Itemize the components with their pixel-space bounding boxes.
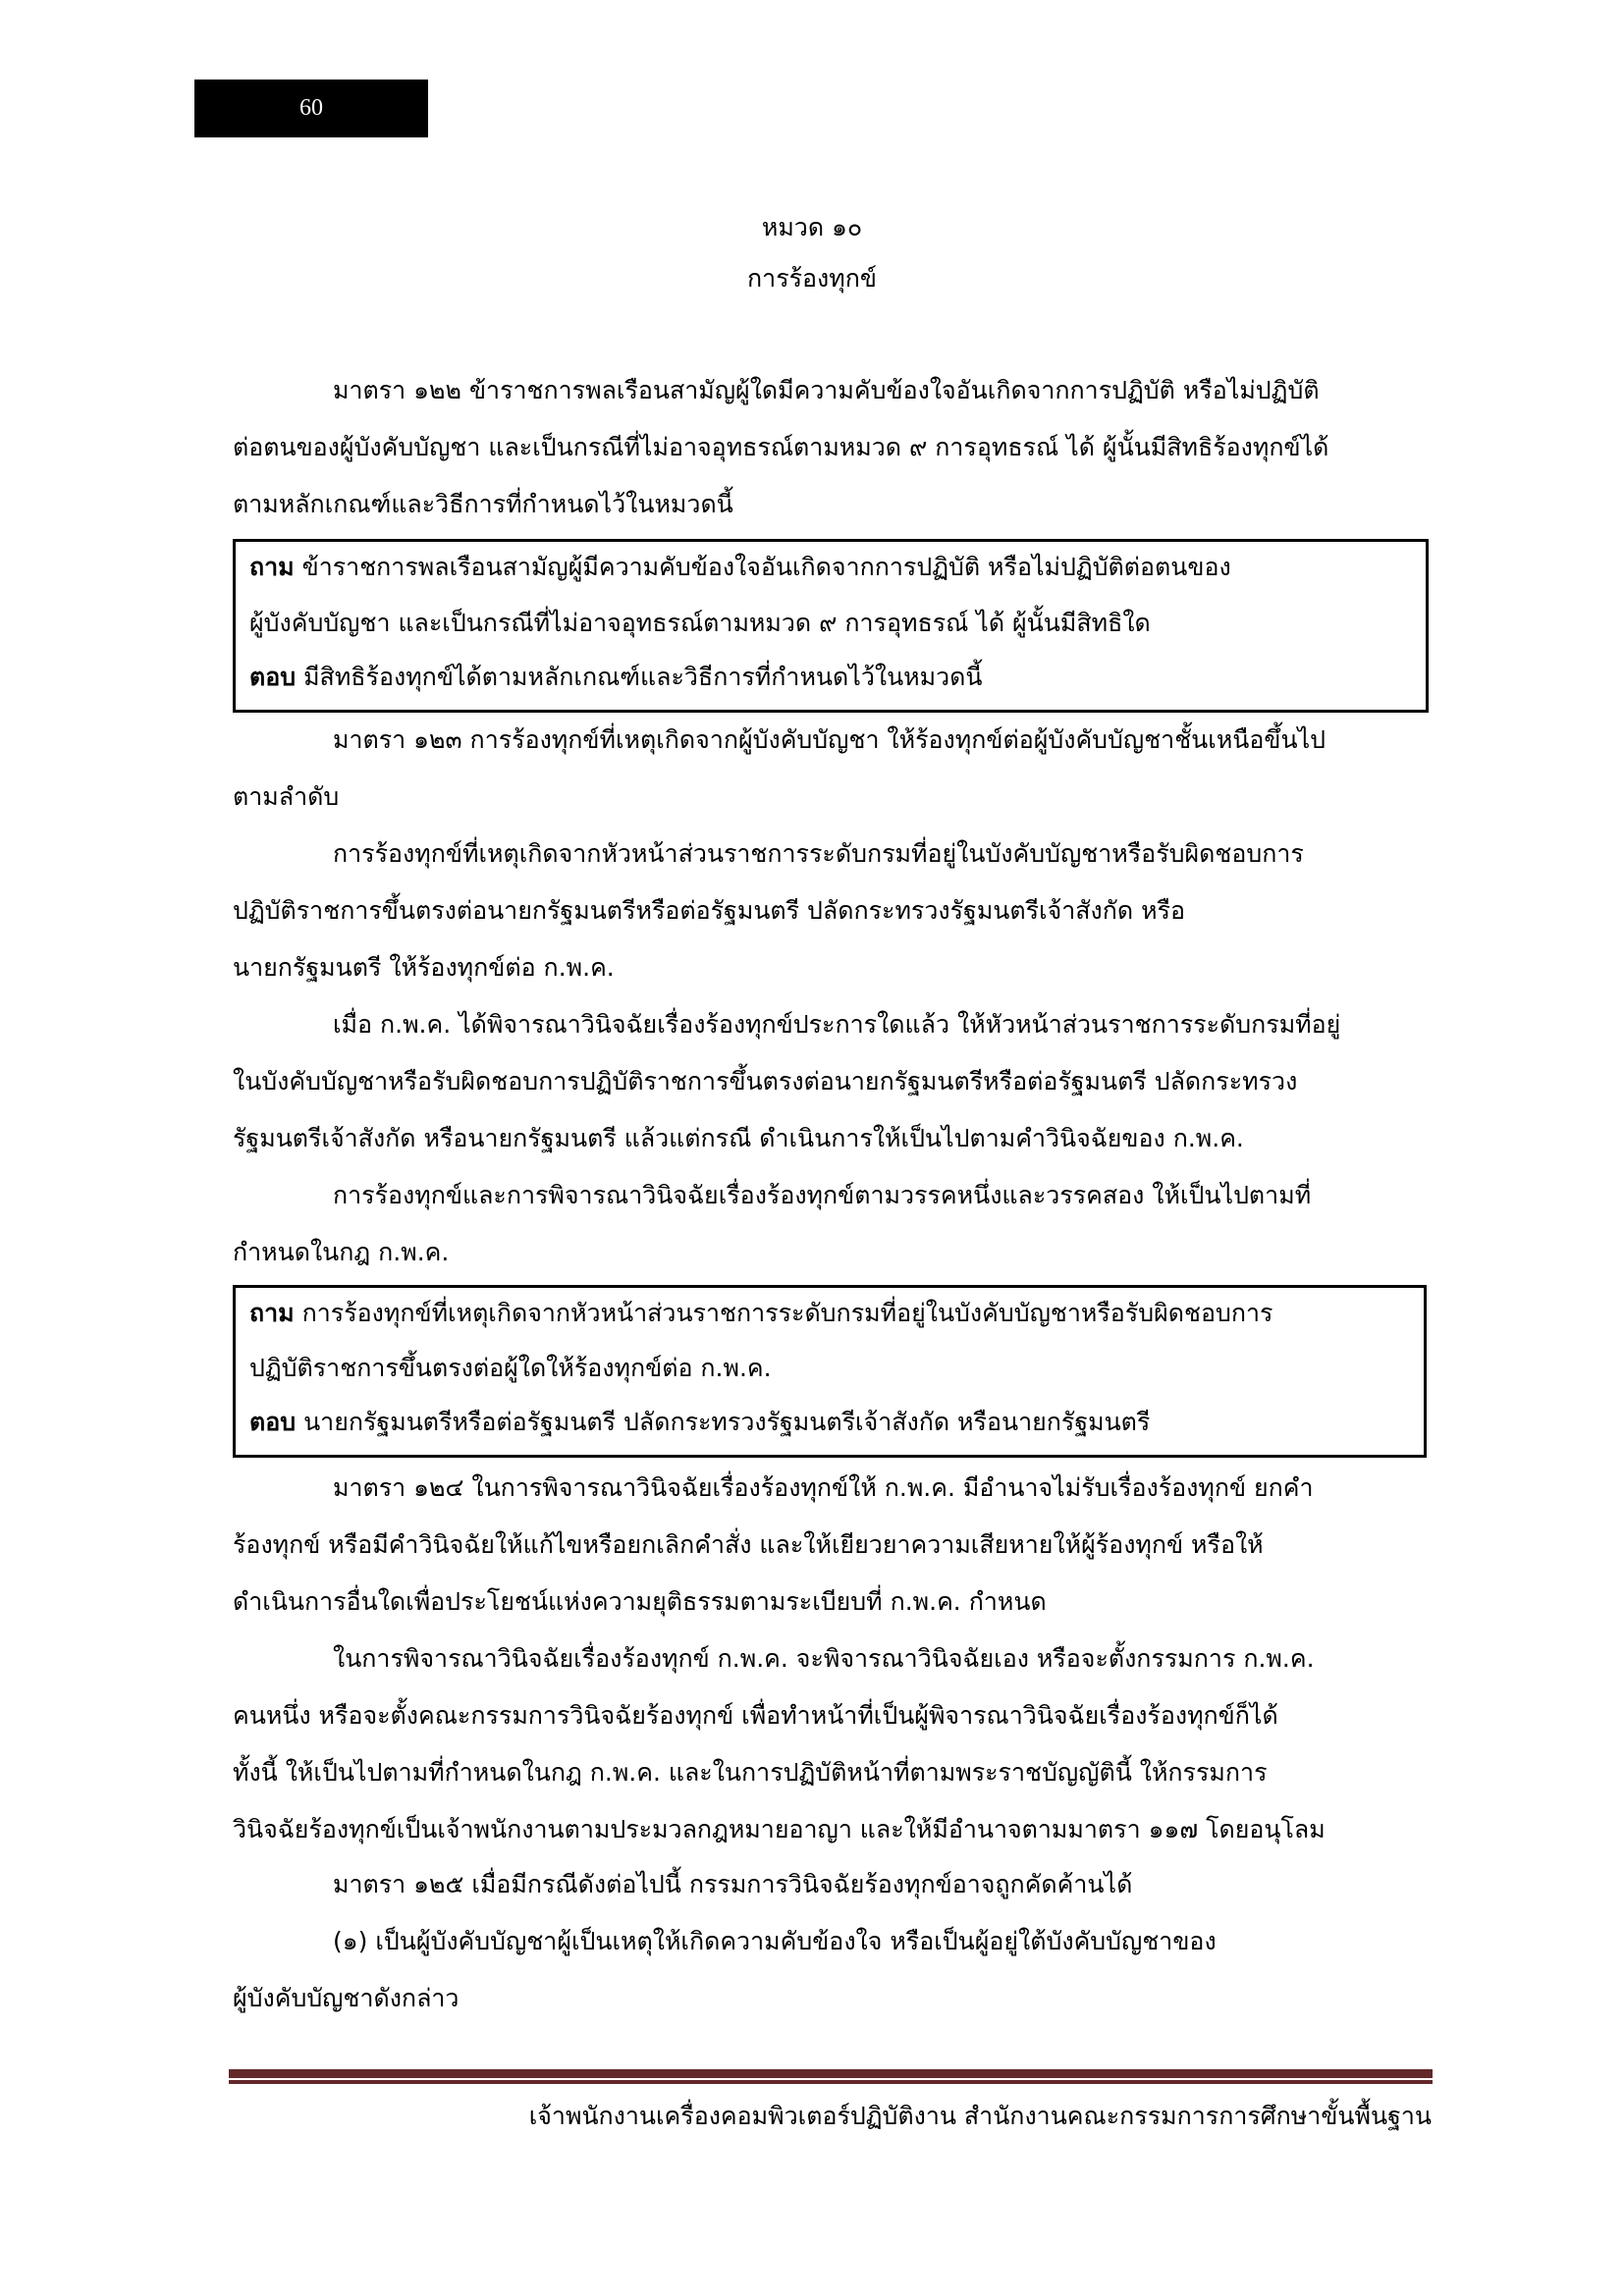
paragraph-line: การร้องทุกข์ที่เหตุเกิดจากหัวหน้าส่วนราชการระดับกรมที่อยู่ในบังคับบัญชาหรือรับผิดชอบการ bbox=[333, 839, 1304, 868]
answer-text: มีสิทธิร้องทุกข์ได้ตามหลักเกณฑ์และวิธีการที่กำหนดไว้ในหมวดนี้ bbox=[303, 663, 983, 691]
answer-label: ตอบ bbox=[249, 663, 297, 691]
chapter-number: หมวด ๑๐ bbox=[761, 213, 863, 241]
paragraph-line: ดำเนินการอื่นใดเพื่อประโยชน์แห่งความยุติธรรมตามระเบียบที่ ก.พ.ค. กำหนด bbox=[233, 1587, 1047, 1616]
paragraph-line: ตามหลักเกณฑ์และวิธีการที่กำหนดไว้ในหมวดนี้ bbox=[233, 490, 733, 518]
footer-divider-thin bbox=[229, 2080, 1433, 2084]
paragraph-line: คนหนึ่ง หรือจะตั้งคณะกรรมการวินิจฉัยร้องทุกข์ เพื่อทำหน้าที่เป็นผู้พิจารณาวินิจฉัยเรื่องร้องทุกข์ก็ได้ bbox=[233, 1701, 1278, 1730]
paragraph-line: ร้องทุกข์ หรือมีคำวินิจฉัยให้แก้ไขหรือยกเลิกคำสั่ง และให้เยียวยาความเสียหายให้ผู้ร้องทุกข์ หรือให้ bbox=[233, 1530, 1264, 1559]
question-text: การร้องทุกข์ที่เหตุเกิดจากหัวหน้าส่วนราชการระดับกรมที่อยู่ในบังคับบัญชาหรือรับผิดชอบการ bbox=[301, 1299, 1273, 1327]
qa-box-2 bbox=[233, 1285, 1427, 1458]
question-label: ถาม bbox=[249, 1299, 295, 1327]
paragraph-line: ในการพิจารณาวินิจฉัยเรื่องร้องทุกข์ ก.พ.ค. จะพิจารณาวินิจฉัยเอง หรือจะตั้งกรรมการ ก.พ.ค. bbox=[333, 1644, 1315, 1673]
paragraph-line: มาตรา ๑๒๓ การร้องทุกข์ที่เหตุเกิดจากผู้บังคับบัญชา ให้ร้องทุกข์ต่อผู้บังคับบัญชาชั้นเหนือขึ้นไป bbox=[333, 725, 1326, 754]
paragraph-line: ในบังคับบัญชาหรือรับผิดชอบการปฏิบัติราชการขึ้นตรงต่อนายกรัฐมนตรีหรือต่อรัฐมนตรี ปลัดกระทรวง bbox=[233, 1067, 1298, 1095]
paragraph-line: ทั้งนี้ ให้เป็นไปตามที่กำหนดในกฎ ก.พ.ค. และในการปฏิบัติหน้าที่ตามพระราชบัญญัตินี้ ให้กรรมการ bbox=[233, 1758, 1268, 1787]
answer-line bbox=[249, 658, 982, 697]
page-number-tab bbox=[194, 80, 428, 137]
paragraph-line: นายกรัฐมนตรี ให้ร้องทุกข์ต่อ ก.พ.ค. bbox=[233, 953, 615, 982]
page-number: 60 bbox=[299, 95, 323, 121]
paragraph-line: ตามลำดับ bbox=[233, 782, 340, 811]
answer-label: ตอบ bbox=[249, 1408, 297, 1436]
question-line bbox=[249, 548, 1231, 587]
paragraph-line: เมื่อ ก.พ.ค. ได้พิจารณาวินิจฉัยเรื่องร้องทุกข์ประการใดแล้ว ให้หัวหน้าส่วนราชการระดับกรมที่อยู่ bbox=[333, 1010, 1341, 1039]
paragraph-line: ต่อตนของผู้บังคับบัญชา และเป็นกรณีที่ไม่อาจอุทธรณ์ตามหมวด ๙ การอุทธรณ์ ได้ ผู้นั้นมีสิทธิร้องทุกข์ได้ bbox=[233, 433, 1329, 461]
paragraph-line: ปฏิบัติราชการขึ้นตรงต่อนายกรัฐมนตรีหรือต่อรัฐมนตรี ปลัดกระทรวงรัฐมนตรีเจ้าสังกัด หรือ bbox=[233, 896, 1185, 925]
question-line: ผู้บังคับบัญชา และเป็นกรณีที่ไม่อาจอุทธรณ์ตามหมวด ๙ การอุทธรณ์ ได้ ผู้นั้นมีสิทธิใด bbox=[249, 609, 1151, 637]
question-text: ข้าราชการพลเรือนสามัญผู้มีความคับข้องใจอันเกิดจากการปฏิบัติ หรือไม่ปฏิบัติต่อตนของ bbox=[301, 553, 1231, 581]
paragraph-line: มาตรา ๑๒๒ ข้าราชการพลเรือนสามัญผู้ใดมีความคับข้องใจอันเกิดจากการปฏิบัติ หรือไม่ปฏิบัติ bbox=[333, 376, 1320, 404]
paragraph-line: การร้องทุกข์และการพิจารณาวินิจฉัยเรื่องร้องทุกข์ตามวรรคหนึ่งและวรรคสอง ให้เป็นไปตามที่ bbox=[333, 1181, 1312, 1209]
answer-text: นายกรัฐมนตรีหรือต่อรัฐมนตรี ปลัดกระทรวงรัฐมนตรีเจ้าสังกัด หรือนายกรัฐมนตรี bbox=[303, 1408, 1151, 1436]
paragraph-line: (๑) เป็นผู้บังคับบัญชาผู้เป็นเหตุให้เกิดความคับข้องใจ หรือเป็นผู้อยู่ใต้บังคับบัญชาของ bbox=[333, 1927, 1217, 1955]
paragraph-line: วินิจฉัยร้องทุกข์เป็นเจ้าพนักงานตามประมวลกฎหมายอาญา และให้มีอำนาจตามมาตรา ๑๑๗ โดยอนุโลม bbox=[233, 1815, 1326, 1843]
paragraph-line: มาตรา ๑๒๕ เมื่อมีกรณีดังต่อไปนี้ กรรมการวินิจฉัยร้องทุกข์อาจถูกคัดค้านได้ bbox=[333, 1870, 1133, 1898]
question-line: ปฏิบัติราชการขึ้นตรงต่อผู้ใดให้ร้องทุกข์ต่อ ก.พ.ค. bbox=[249, 1354, 772, 1382]
qa-box-1 bbox=[233, 539, 1429, 713]
footer-divider-thick bbox=[229, 2069, 1433, 2078]
question-label: ถาม bbox=[249, 553, 295, 581]
answer-line bbox=[249, 1403, 1150, 1442]
paragraph-line: ผู้บังคับบัญชาดังกล่าว bbox=[233, 1984, 460, 2012]
footer-text: เจ้าพนักงานเครื่องคอมพิวเตอร์ปฏิบัติงาน สำนักงานคณะกรรมการการศึกษาขั้นพื้นฐาน bbox=[528, 2102, 1432, 2130]
paragraph-line: รัฐมนตรีเจ้าสังกัด หรือนายกรัฐมนตรี แล้วแต่กรณี ดำเนินการให้เป็นไปตามคำวินิจฉัยของ ก.พ.ค. bbox=[233, 1124, 1244, 1152]
paragraph-line: กำหนดในกฎ ก.พ.ค. bbox=[233, 1238, 450, 1266]
chapter-title: การร้องทุกข์ bbox=[747, 264, 877, 293]
paragraph-line: มาตรา ๑๒๔ ในการพิจารณาวินิจฉัยเรื่องร้องทุกข์ให้ ก.พ.ค. มีอำนาจไม่รับเรื่องร้องทุกข์ ยกคำ bbox=[333, 1473, 1314, 1502]
question-line bbox=[249, 1294, 1272, 1333]
